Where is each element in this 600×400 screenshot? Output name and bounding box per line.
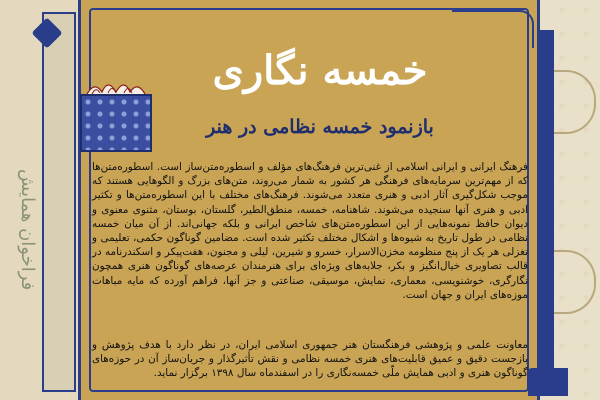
right-curve-bottom bbox=[554, 250, 596, 314]
left-border-frame bbox=[42, 12, 76, 392]
body-paragraph-2: معاونت علمی و پژوهشی فرهنگستان هنر جمهوری اسلامی ایران، در نظر دارد با هدف پژوهش و بازجست دقیق و عمیق قابلیت‌های هنری خمسه نظامی و نقش تأثیرگذار و جریان‌ساز آن در حوزه‌های گوناگون هنری و ادبی همایش ملّی خمسه‌نگاری را در اسفندماه سال ۱۳۹۸ برگزار نماید. bbox=[92, 339, 528, 380]
body-paragraph-1: فرهنگ ایرانی و ایرانی اسلامی از غنی‌ترین فرهنگ‌های مؤلف و اسطوره‌متن‌ساز است. اسطوره‌متن‌ها که از مهم‌ترین سرمایه‌های فرهنگی هر کشور به شمار می‌روند، متن‌های بزرگ و الگوهایی هستند که موجب شکل‌گیری آثار ادبی و هنری متعدد می‌شوند. فرهنگ‌های مختلف با این اسطوره‌متن‌ها و تکثیر ادبی و هنری آنها سنجیده می‌شوند. شاهنامه، خمسه، منطق‌الطیر، گلستان، بوستان، مثنوی معنوی و دیوان حافظ نمونه‌هایی از این اسطوره‌متن‌های شاخص ایرانی و بلکه جهانی‌اند. از آن میان خمسه نظامی در طول تاریخ به شیوه‌ها و اشکال مختلف تکثیر شده است. مضامین گوناگون حکمی، تعلیمی و تغزلی هر یک از پنج منظومه مخزن‌الاسرار، خسرو و شیرین، لیلی و مجنون، هفت‌پیکر و اسکندرنامه در قالب تصاویری خیال‌انگیز و بکر، جلابه‌های ویژه‌ای برای هنرمندان عرصه‌های گوناگون هنری همچون نگارگری، خوشنویسی، معماری، نمایش، موسیقی، صناعتی و جز آنها، فراهم آورده که مایه مباهات موزه‌های ایران و جهان است. bbox=[92, 161, 528, 301]
top-right-frame bbox=[452, 10, 534, 48]
side-caption: فراخوان همایش bbox=[17, 169, 38, 291]
page-title: خمسه نگاری bbox=[212, 47, 428, 94]
bottom-corner-ornament bbox=[528, 368, 568, 396]
right-ornament bbox=[540, 30, 596, 380]
right-band bbox=[540, 30, 554, 380]
right-curve-top bbox=[554, 70, 596, 134]
page-subtitle: بازنمود خمسه نظامی در هنر bbox=[206, 116, 434, 138]
book-box-icon bbox=[80, 94, 152, 152]
